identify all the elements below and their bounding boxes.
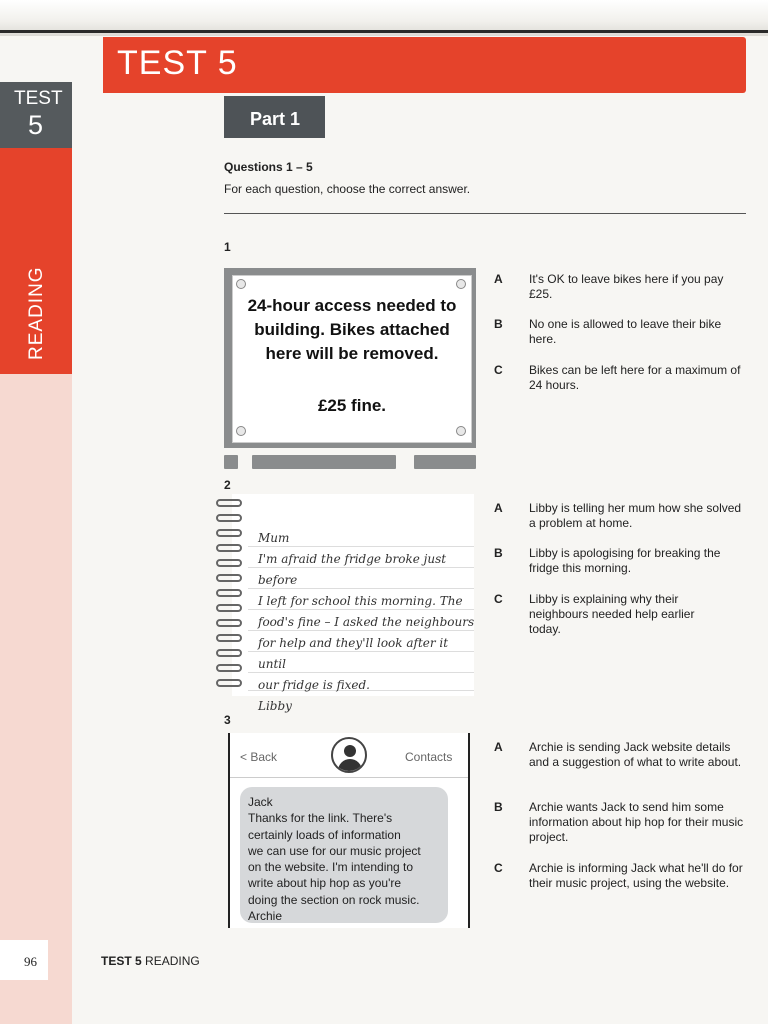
phone-divider bbox=[230, 777, 468, 778]
spiral-ring-icon bbox=[216, 514, 242, 522]
phone-contacts-button: Contacts bbox=[405, 750, 453, 764]
spiral-ring-icon bbox=[216, 559, 242, 567]
option-text[interactable]: Archie is sending Jack website details and a suggestion of what to write about. bbox=[529, 740, 742, 769]
option-text[interactable]: Libby is telling her mum how she solved a problem at home. bbox=[529, 501, 742, 530]
message-line: Archie bbox=[248, 909, 283, 924]
message-line: we can use for our music project bbox=[248, 843, 421, 858]
option-text[interactable]: It's OK to leave bikes here if you pay £25. bbox=[529, 272, 724, 301]
spiral-ring-icon bbox=[216, 619, 242, 627]
avatar-body bbox=[338, 759, 362, 773]
option-letter[interactable]: C bbox=[494, 363, 503, 377]
message-line: Thanks for the link. There's bbox=[248, 811, 393, 826]
screw-icon bbox=[456, 426, 466, 436]
brick bbox=[252, 455, 396, 469]
option-letter[interactable]: B bbox=[494, 800, 503, 814]
spiral-ring-icon bbox=[216, 679, 242, 687]
spiral-ring-icon bbox=[216, 529, 242, 537]
option-text[interactable]: Libby is explaining why their neighbours needed help earlier today. bbox=[529, 592, 695, 636]
question-number: 3 bbox=[224, 713, 231, 727]
option-letter[interactable]: A bbox=[494, 272, 503, 286]
instructions: For each question, choose the correct answer. bbox=[224, 182, 471, 196]
page-top-line bbox=[0, 30, 768, 33]
avatar-head bbox=[344, 745, 356, 757]
message-line: certainly loads of information bbox=[248, 827, 401, 842]
option-letter[interactable]: B bbox=[494, 317, 503, 331]
option-text[interactable]: Archie wants Jack to send him some information about hip hop for their music project. bbox=[529, 800, 744, 844]
side-tab-section-label: READING bbox=[26, 266, 47, 360]
option-letter[interactable]: B bbox=[494, 546, 503, 560]
footer-label-bold: TEST 5 bbox=[101, 954, 142, 968]
footer-label bbox=[101, 954, 200, 968]
note-message bbox=[258, 528, 478, 717]
note-line: food's fine – I asked the neighbours bbox=[258, 615, 475, 629]
brick bbox=[224, 455, 238, 469]
screw-icon bbox=[456, 279, 466, 289]
side-tab-test-label: TEST bbox=[14, 88, 63, 109]
option-text[interactable]: Bikes can be left here for a maximum of 24 hours. bbox=[529, 363, 741, 392]
message-line: on the website. I'm intending to bbox=[248, 860, 414, 875]
message-text bbox=[248, 794, 448, 924]
questions-heading: Questions 1 – 5 bbox=[224, 160, 313, 174]
sign-text: 24-hour access needed to building. Bikes attached here will be removed. bbox=[247, 296, 457, 363]
note-line: Mum bbox=[258, 531, 290, 545]
question-number: 2 bbox=[224, 478, 231, 492]
phone-back-button: < Back bbox=[240, 750, 278, 764]
spiral-ring-icon bbox=[216, 589, 242, 597]
contact-avatar-icon bbox=[331, 737, 367, 773]
note-line: Libby bbox=[258, 699, 292, 713]
note-line: I'm afraid the fridge broke just before bbox=[258, 552, 447, 587]
message-line: Jack bbox=[248, 795, 273, 809]
note-line: our fridge is fixed. bbox=[258, 678, 370, 692]
note-line: I left for school this morning. The bbox=[258, 594, 463, 608]
spiral-ring-icon bbox=[216, 544, 242, 552]
option-text[interactable]: Archie is informing Jack what he'll do for their music project, using the website. bbox=[529, 861, 743, 890]
spiral-ring-icon bbox=[216, 574, 242, 582]
footer-label-rest: READING bbox=[141, 954, 200, 968]
sign-fine: £25 fine. bbox=[317, 396, 387, 415]
message-line: write about hip hop as you're bbox=[248, 876, 402, 891]
question-number: 1 bbox=[224, 240, 231, 254]
screw-icon bbox=[236, 426, 246, 436]
spiral-ring-icon bbox=[216, 649, 242, 657]
part-label: Part 1 bbox=[250, 109, 301, 129]
spiral-ring-icon bbox=[216, 634, 242, 642]
option-letter[interactable]: C bbox=[494, 592, 503, 606]
option-letter[interactable]: C bbox=[494, 861, 503, 875]
brick bbox=[414, 455, 476, 469]
option-text[interactable]: Libby is apologising for breaking the fridge this morning. bbox=[529, 546, 721, 575]
side-tab-test-number: 5 bbox=[28, 110, 44, 140]
option-letter[interactable]: A bbox=[494, 501, 503, 515]
option-text[interactable]: No one is allowed to leave their bike here. bbox=[529, 317, 722, 346]
option-letter[interactable]: A bbox=[494, 740, 503, 754]
note-line: for help and they'll look after it until bbox=[258, 636, 449, 671]
spiral-ring-icon bbox=[216, 604, 242, 612]
page-number: 96 bbox=[24, 954, 37, 969]
spiral-ring-icon bbox=[216, 664, 242, 672]
page-title: TEST 5 bbox=[117, 44, 238, 82]
message-line: doing the section on rock music. bbox=[248, 892, 420, 907]
spiral-ring-icon bbox=[216, 499, 242, 507]
screw-icon bbox=[236, 279, 246, 289]
divider bbox=[224, 213, 746, 214]
